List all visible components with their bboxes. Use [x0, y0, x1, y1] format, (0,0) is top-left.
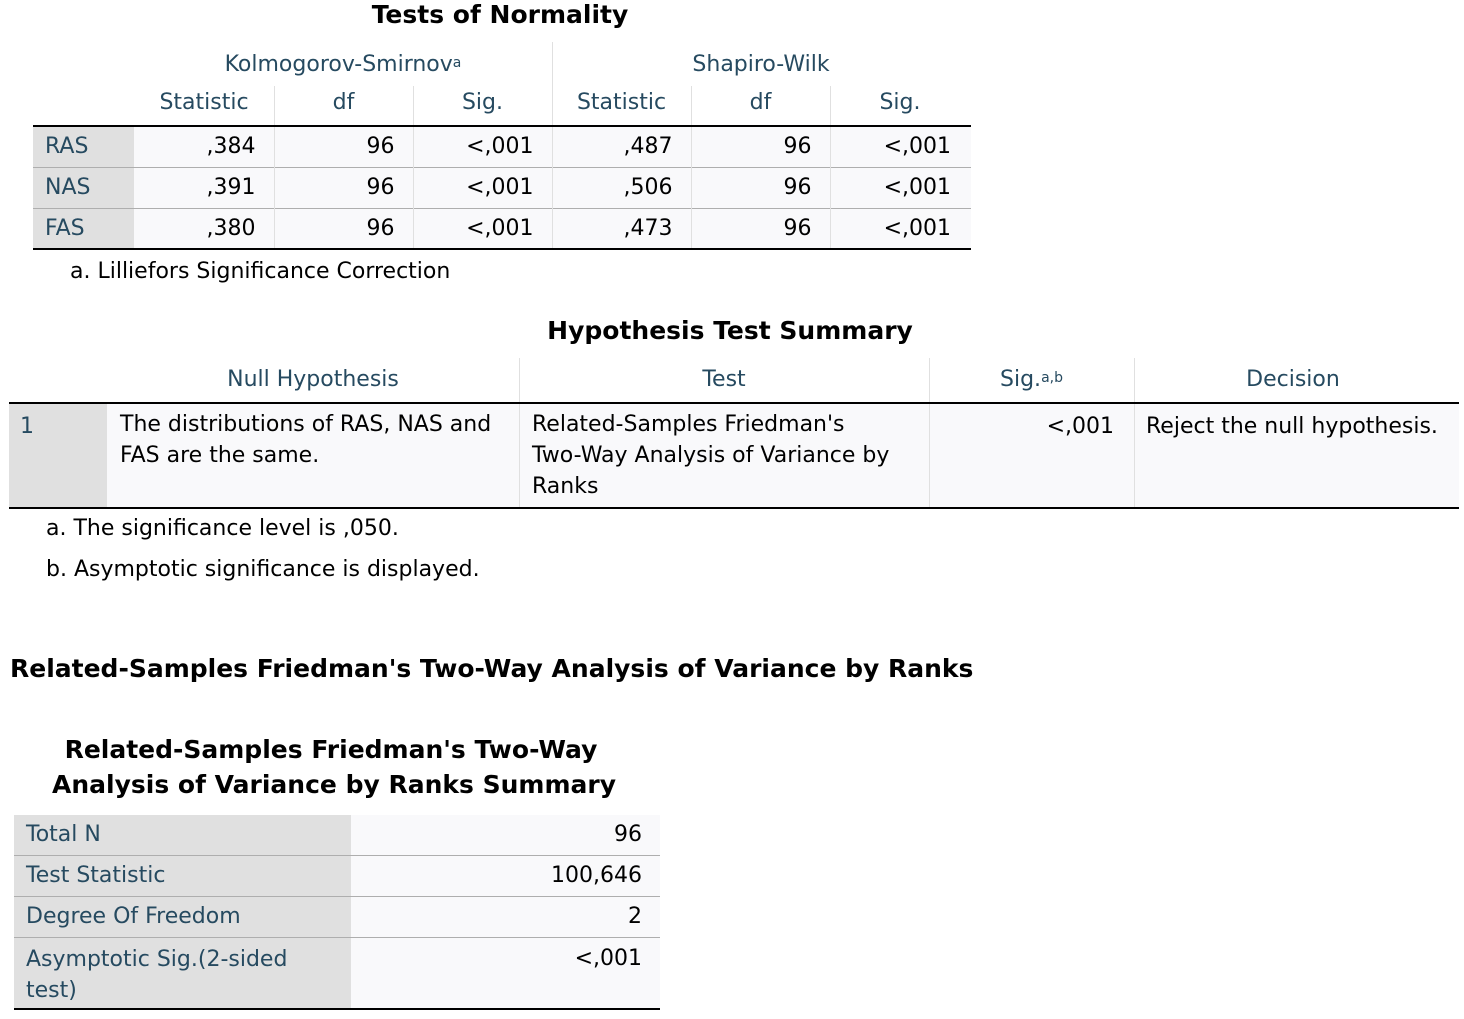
- row-label-nas: NAS: [33, 167, 134, 208]
- cell: ,380: [134, 208, 274, 249]
- col-header-ks-df: df: [332, 90, 355, 115]
- ks-footnote-marker: a: [452, 55, 462, 71]
- cell: 96: [691, 126, 830, 167]
- null-hypothesis-line: The distributions of RAS, NAS and: [120, 412, 492, 437]
- hypothesis-title: Hypothesis Test Summary: [547, 316, 913, 345]
- row-label-degree-of-freedom: Degree Of Freedom: [14, 896, 351, 937]
- test-line: Two-Way Analysis of Variance by: [532, 443, 890, 468]
- friedman-heading: Related-Samples Friedman's Two-Way Analysis of Variance by Ranks: [10, 654, 974, 683]
- cell: ,473: [552, 208, 691, 249]
- normality-title: Tests of Normality: [371, 0, 629, 29]
- friedman-summary-title-line2: Analysis of Variance by Ranks Summary: [52, 770, 616, 799]
- ks-group-header: [134, 52, 552, 77]
- value-degree-of-freedom: 2: [351, 896, 660, 937]
- cell: <,001: [413, 167, 552, 208]
- asymptotic-sig-line: Asymptotic Sig.(2-sided: [26, 946, 288, 972]
- row-label-test-statistic: Test Statistic: [14, 855, 351, 896]
- col-header-test: Test: [702, 367, 746, 392]
- value-asymptotic-sig: <,001: [351, 937, 660, 1009]
- col-header-sw-df: df: [749, 90, 772, 115]
- asymptotic-sig-line: test): [26, 977, 77, 1003]
- cell: 96: [274, 126, 413, 167]
- sw-group-header: Shapiro-Wilk: [692, 52, 830, 77]
- value-total-n: 96: [351, 815, 660, 855]
- friedman-summary-title-line1: Related-Samples Friedman's Two-Way: [64, 735, 598, 764]
- col-header-ks-statistic: Statistic: [159, 90, 249, 115]
- decision-value: Reject the null hypothesis.: [1146, 414, 1438, 439]
- normality-footnote: a. Lilliefors Significance Correction: [70, 259, 451, 284]
- table-row: [14, 896, 660, 937]
- table-row: [33, 208, 971, 249]
- test-cell: [519, 404, 930, 507]
- row-number: 1: [20, 414, 34, 439]
- col-header-sig: [929, 367, 1134, 392]
- col-header-sw-sig: Sig.: [879, 90, 921, 115]
- col-header-ks-sig: Sig.: [461, 90, 504, 115]
- row-label-ras: RAS: [33, 126, 134, 167]
- hypothesis-footnote-a: a. The significance level is ,050.: [46, 516, 399, 541]
- cell: <,001: [830, 126, 971, 167]
- row-label-total-n: Total N: [14, 815, 351, 855]
- null-hypothesis-cell: [107, 404, 520, 507]
- table-row: [14, 815, 660, 855]
- test-line: Related-Samples Friedman's: [532, 412, 845, 437]
- hypothesis-table: [9, 402, 1459, 509]
- col-header-sw-statistic: Statistic: [576, 90, 667, 115]
- ks-group-label: Kolmogorov-Smirnov: [224, 52, 453, 77]
- table-row: [33, 167, 971, 208]
- test-line: Ranks: [532, 474, 599, 499]
- cell: <,001: [830, 208, 971, 249]
- decision-cell: [1134, 404, 1459, 507]
- friedman-summary-table: [14, 815, 660, 1010]
- hypothesis-footnote-b: b. Asymptotic significance is displayed.: [46, 557, 480, 582]
- cell: ,384: [134, 126, 274, 167]
- cell: 96: [691, 167, 830, 208]
- cell: 96: [691, 208, 830, 249]
- null-hypothesis-line: FAS are the same.: [120, 443, 320, 468]
- sig-value: <,001: [1046, 414, 1114, 439]
- sig-cell: [929, 404, 1135, 507]
- cell: <,001: [413, 126, 552, 167]
- value-test-statistic: 100,646: [351, 855, 660, 896]
- cell: ,506: [552, 167, 691, 208]
- table-row: [14, 855, 660, 896]
- cell: 96: [274, 167, 413, 208]
- cell: 96: [274, 208, 413, 249]
- cell: <,001: [413, 208, 552, 249]
- sig-footnote-marker: a,b: [1041, 370, 1063, 386]
- table-row: [33, 126, 971, 167]
- row-label-asymptotic-sig: [14, 937, 351, 1009]
- col-header-null-hypothesis: Null Hypothesis: [227, 367, 399, 392]
- row-number-cell: [9, 404, 107, 507]
- sig-label: Sig.: [1000, 367, 1042, 392]
- normality-table: [33, 125, 971, 250]
- cell: <,001: [830, 167, 971, 208]
- row-label-fas: FAS: [33, 208, 134, 249]
- col-header-decision: Decision: [1246, 367, 1340, 392]
- cell: ,391: [134, 167, 274, 208]
- table-row: [14, 937, 660, 1009]
- cell: ,487: [552, 126, 691, 167]
